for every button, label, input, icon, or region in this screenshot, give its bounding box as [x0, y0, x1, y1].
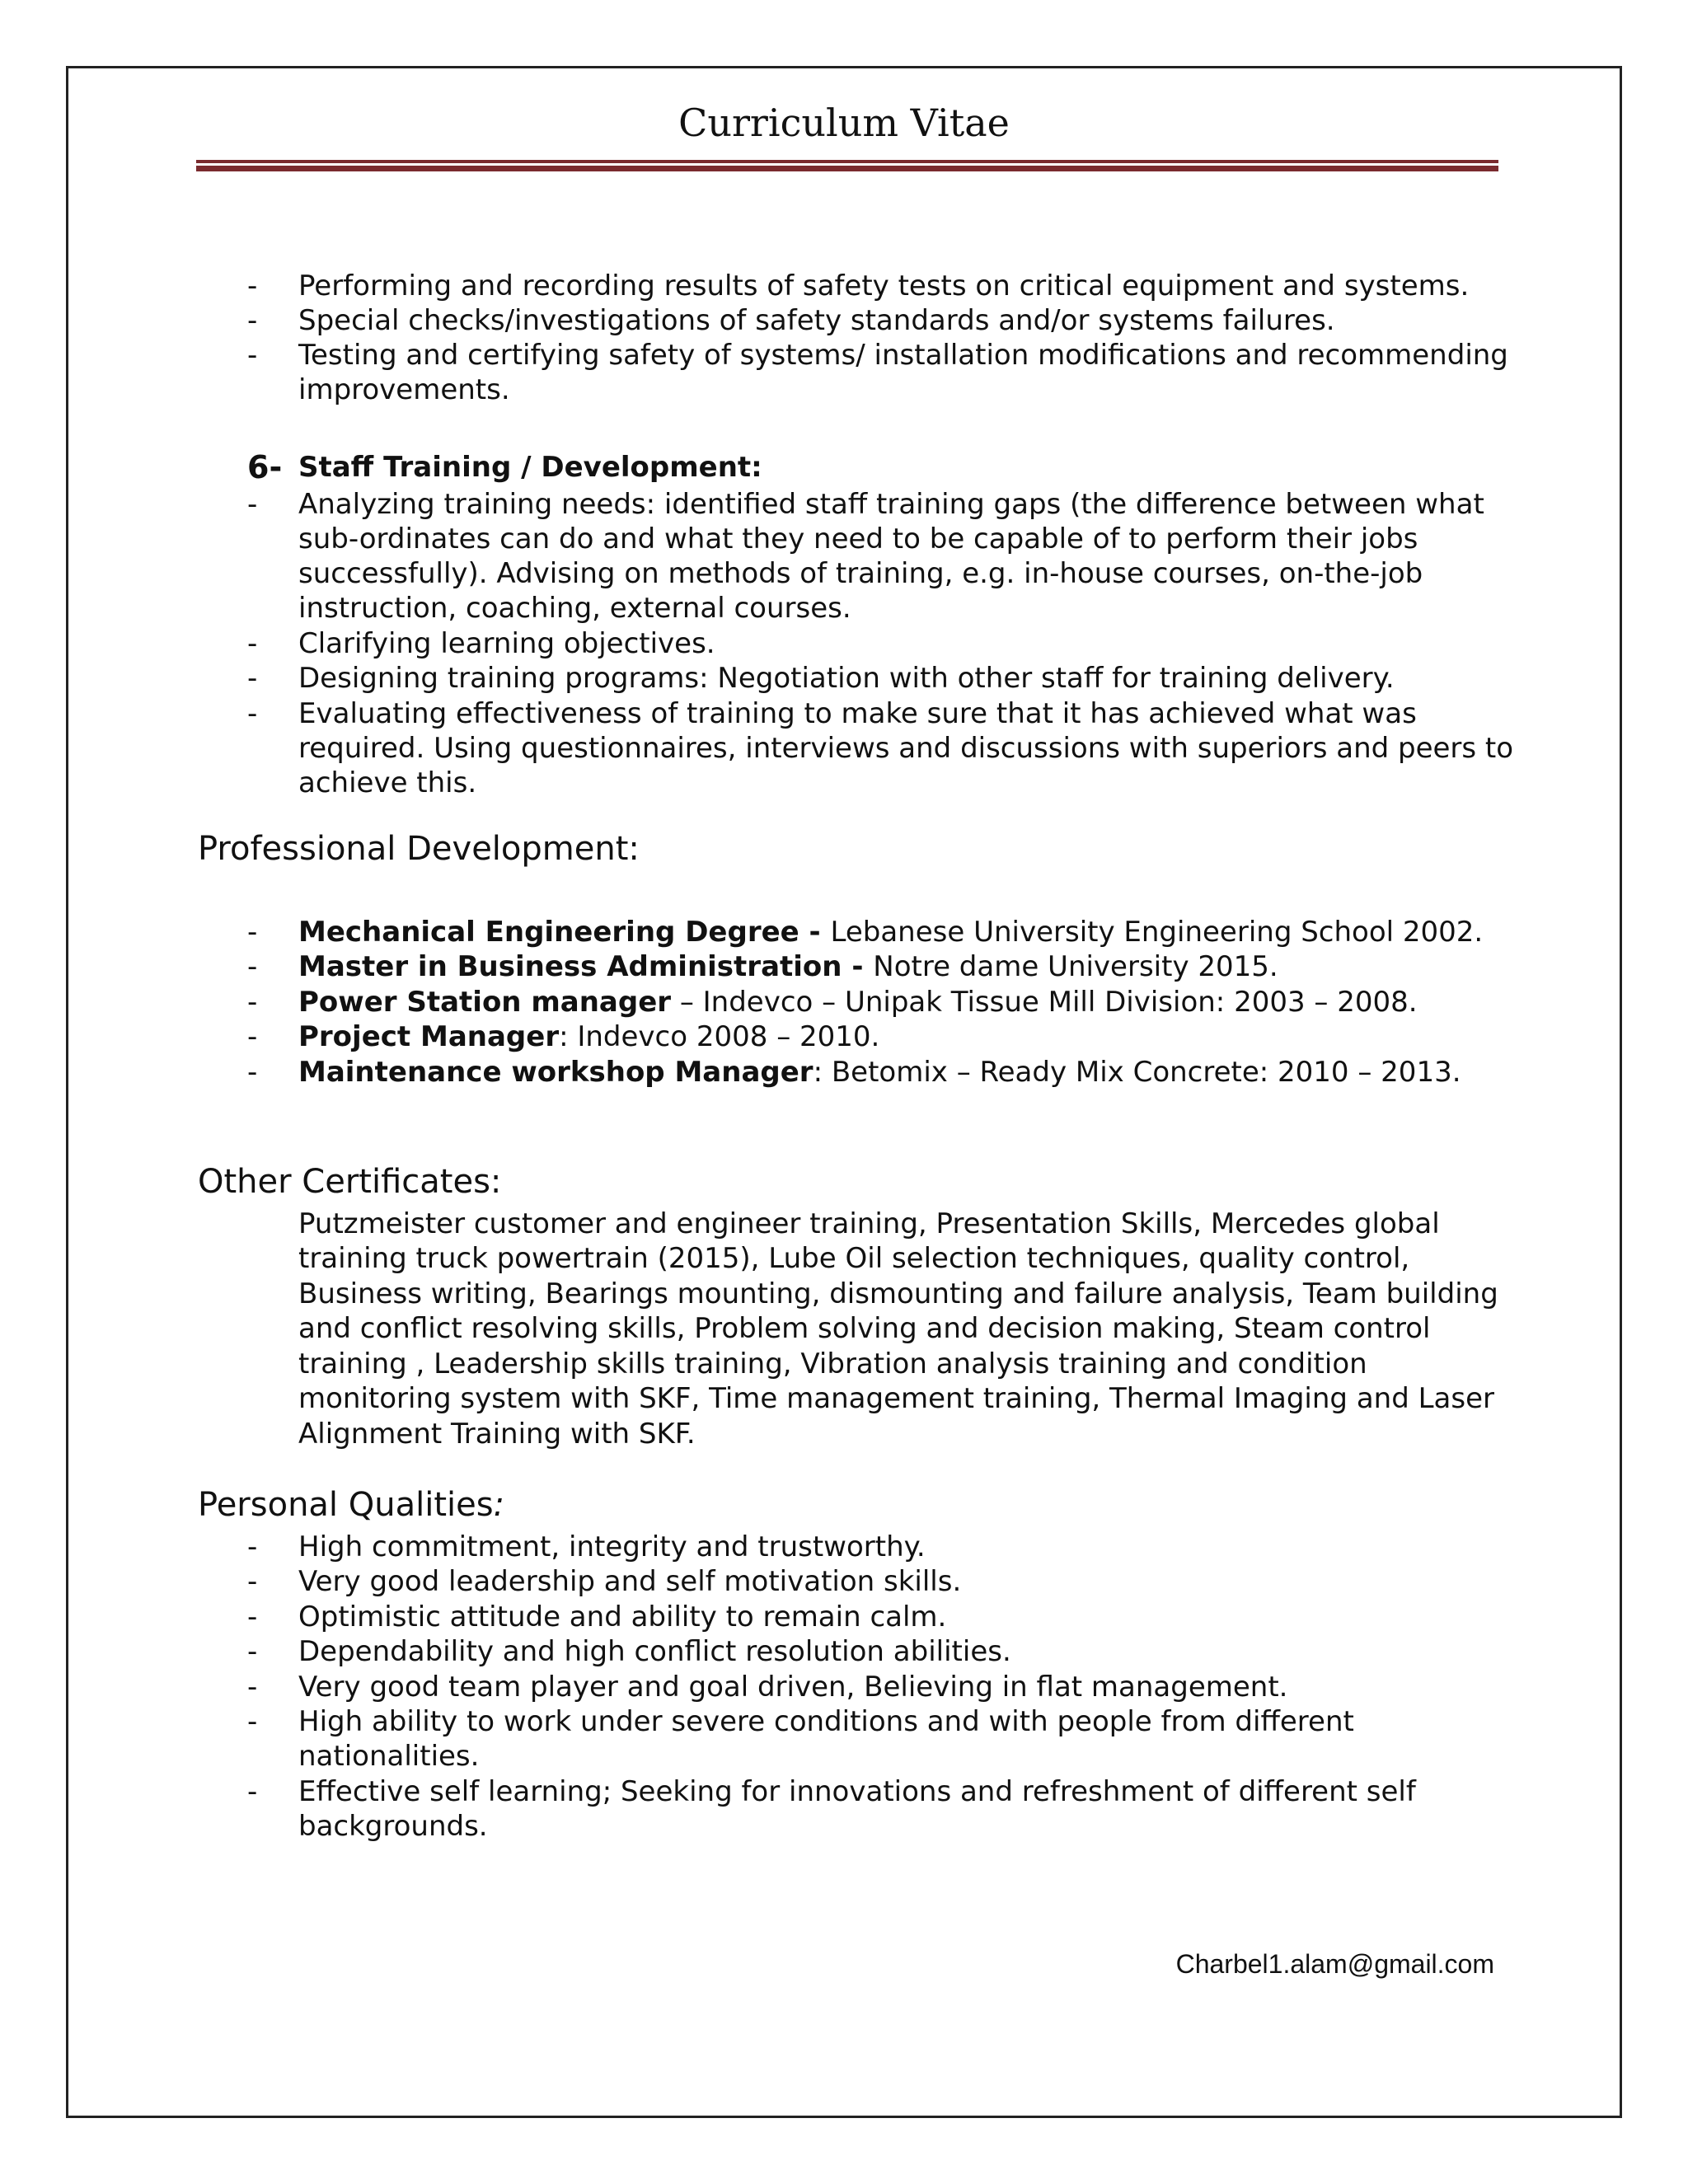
quality-item: High commitment, integrity and trustworthy.: [298, 1530, 926, 1563]
bullet-dash: -: [247, 697, 258, 730]
certificates-line: training , Leadership skills training, Vibration analysis training and condition: [298, 1347, 1367, 1380]
section-number: 6-: [247, 449, 283, 485]
contact-email[interactable]: Charbel1.alam@gmail.com: [1175, 1949, 1494, 1979]
bullet-dash: -: [247, 1530, 258, 1563]
safety-item-2: Special checks/investigations of safety standards and/or systems failures.: [298, 304, 1335, 337]
degree-detail: Notre dame University 2015.: [873, 950, 1278, 983]
bullet-dash: -: [247, 488, 258, 521]
degree-item: [298, 949, 1278, 984]
quality-item-cont: backgrounds.: [298, 1810, 488, 1843]
training-item-4-cont: achieve this.: [298, 766, 477, 799]
document-title: Curriculum Vitae: [678, 101, 1010, 145]
position-detail: : Betomix – Ready Mix Concrete: 2010 – 2013.: [813, 1056, 1461, 1089]
certificates-line: monitoring system with SKF, Time management training, Thermal Imaging and Laser: [298, 1382, 1494, 1415]
quality-item: Very good team player and goal driven, Believing in flat management.: [298, 1671, 1288, 1704]
title-underline-thin: [196, 160, 1498, 163]
personal-qualities-heading-colon: :: [493, 1486, 505, 1524]
training-title: Staff Training / Development:: [298, 451, 762, 484]
degree-item: [298, 915, 1483, 949]
bullet-dash: -: [247, 916, 258, 949]
certificates-line: Business writing, Bearings mounting, dismounting and failure analysis, Team building: [298, 1277, 1498, 1310]
bullet-dash: -: [247, 1775, 258, 1808]
training-item-1-cont: successfully). Advising on methods of training, e.g. in-house courses, on-the-job: [298, 557, 1423, 590]
training-item-3: Designing training programs: Negotiation with other staff for training delivery.: [298, 662, 1395, 695]
bullet-dash: -: [247, 1565, 258, 1598]
training-item-1: Analyzing training needs: identified staff training gaps (the difference between what: [298, 488, 1484, 521]
personal-qualities-heading: [198, 1485, 504, 1525]
safety-item-3-cont: improvements.: [298, 373, 510, 406]
certificates-line: Putzmeister customer and engineer training, Presentation Skills, Mercedes global: [298, 1207, 1440, 1240]
quality-item: Dependability and high conflict resolution abilities.: [298, 1635, 1011, 1668]
quality-item: Optimistic attitude and ability to remain calm.: [298, 1601, 947, 1633]
bullet-dash: -: [247, 339, 258, 372]
quality-item-cont: nationalities.: [298, 1740, 480, 1773]
degree-detail: Lebanese University Engineering School 2002.: [830, 916, 1484, 949]
position-item: [298, 1055, 1461, 1090]
certificates-line: Alignment Training with SKF.: [298, 1418, 696, 1451]
safety-item-1: Performing and recording results of safety tests on critical equipment and systems.: [298, 269, 1470, 302]
position-detail: – Indevco – Unipak Tissue Mill Division: 2003 – 2008.: [671, 986, 1418, 1019]
degree-title: Mechanical Engineering Degree -: [298, 916, 831, 949]
bullet-dash: -: [247, 1635, 258, 1668]
bullet-dash: -: [247, 1705, 258, 1738]
position-item: [298, 985, 1418, 1019]
title-underline-thick: [196, 166, 1498, 171]
position-detail: : Indevco 2008 – 2010.: [559, 1020, 880, 1053]
bullet-dash: -: [247, 304, 258, 337]
training-item-2: Clarifying learning objectives.: [298, 627, 715, 660]
bullet-dash: -: [247, 627, 258, 660]
certificates-line: and conflict resolving skills, Problem solving and decision making, Steam control: [298, 1312, 1431, 1345]
bullet-dash: -: [247, 662, 258, 695]
title-underline: [196, 160, 1498, 171]
training-item-4-cont: required. Using questionnaires, interviews and discussions with superiors and peers to: [298, 732, 1514, 765]
degree-title: Master in Business Administration -: [298, 950, 874, 983]
position-item: [298, 1019, 879, 1054]
quality-item: Very good leadership and self motivation skills.: [298, 1565, 962, 1598]
quality-item: Effective self learning; Seeking for innovations and refreshment of different self: [298, 1775, 1416, 1808]
training-item-1-cont: sub-ordinates can do and what they need to be capable of to perform their jobs: [298, 523, 1418, 555]
bullet-dash: -: [247, 269, 258, 302]
training-item-1-cont: instruction, coaching, external courses.: [298, 592, 851, 625]
bullet-dash: -: [247, 1601, 258, 1633]
training-item-4: Evaluating effectiveness of training to make sure that it has achieved what was: [298, 697, 1417, 730]
bullet-dash: -: [247, 1020, 258, 1053]
position-title: Maintenance workshop Manager: [298, 1056, 814, 1089]
position-title: Project Manager: [298, 1020, 560, 1053]
bullet-dash: -: [247, 986, 258, 1019]
position-title: Power Station manager: [298, 986, 672, 1019]
safety-item-3: Testing and certifying safety of systems/ installation modifications and recommending: [298, 339, 1508, 372]
other-certificates-heading: Other Certificates:: [198, 1163, 502, 1201]
quality-item: High ability to work under severe conditions and with people from different: [298, 1705, 1354, 1738]
bullet-dash: -: [247, 950, 258, 983]
bullet-dash: -: [247, 1671, 258, 1704]
personal-qualities-heading-text: Personal Qualities: [198, 1486, 494, 1524]
certificates-line: training truck powertrain (2015), Lube Oil selection techniques, quality control,: [298, 1242, 1410, 1275]
professional-development-heading: Professional Development:: [198, 830, 640, 868]
bullet-dash: -: [247, 1056, 258, 1089]
